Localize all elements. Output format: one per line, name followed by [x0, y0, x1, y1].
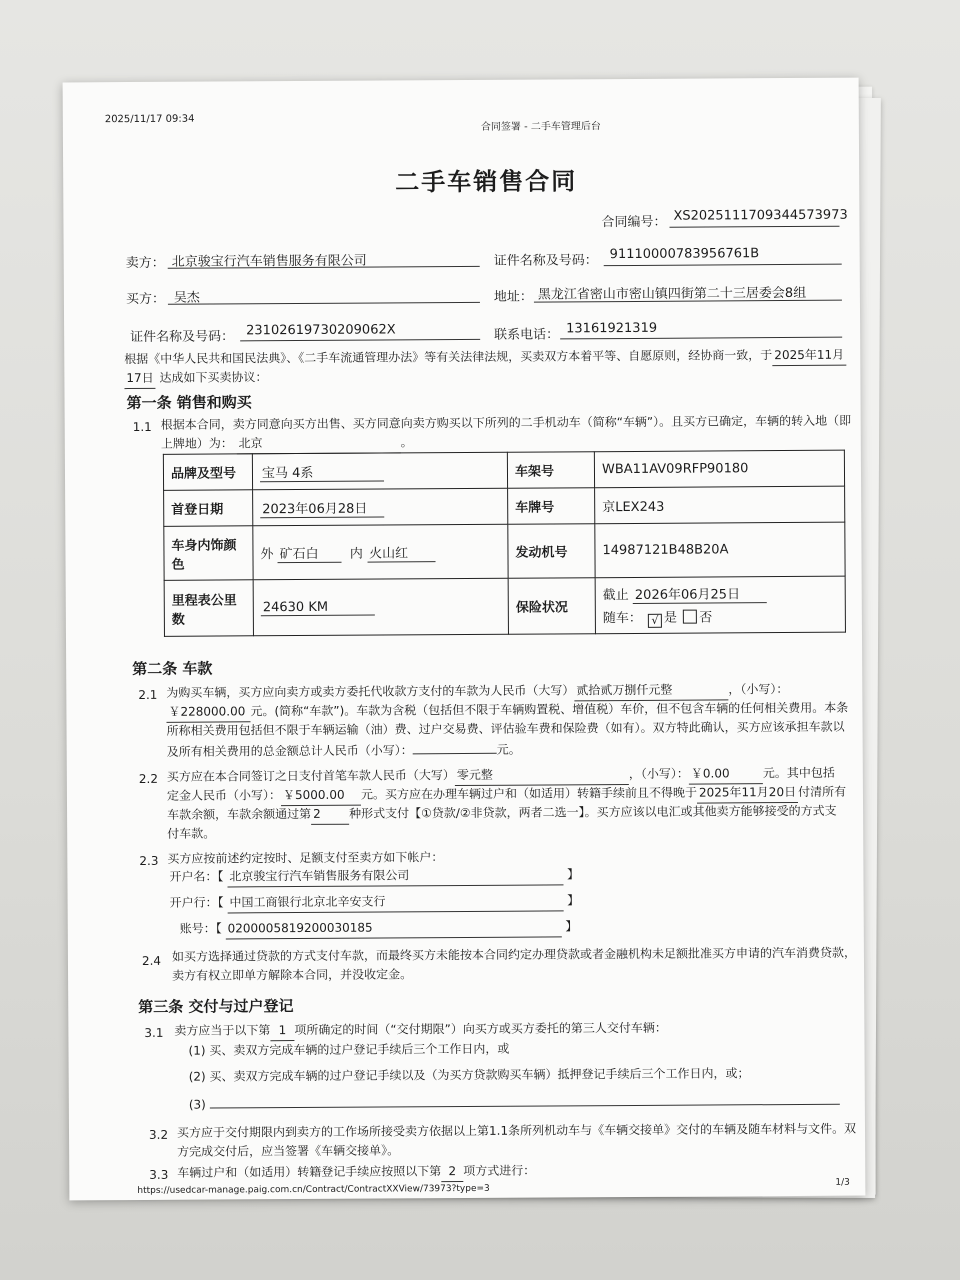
- clause-2-1-line-1: 为购买车辆，买方应向卖方或卖方委托代收款方支付的车款为人民币（大写） 贰拾贰万捌仟元整 ，（小写）：: [166, 682, 789, 700]
- clause-2-2-line-1: 买方应在本合同签订之日支付首笔车款人民币（大写） 零元整 ，（小写）： ￥0.00 元。其中包括: [167, 764, 835, 788]
- vehicle-info-table: [163, 450, 846, 637]
- account-name: 北京骏宝行汽车销售服务有限公司: [227, 865, 563, 887]
- price-upper: 贰拾贰万捌仟元整: [574, 680, 728, 701]
- buyer-name: 吴杰: [173, 290, 200, 306]
- color-label: 车身内饰颜 色: [164, 526, 253, 581]
- deposit-amount: ￥5000.00: [281, 786, 361, 806]
- brand-label: 品牌及型号: [163, 454, 252, 491]
- account-bank: 中国工商银行北京北辛安支行: [227, 891, 563, 913]
- clause-2-4-line-1: 如买方选择通过贷款的方式支付车款，而最终买方未能按本合同约定办理贷款或者金融机构未足额批准买方申请的汽车消费贷款，: [171, 945, 856, 964]
- intro-line-2: 17日 达成如下买卖协议：: [124, 368, 267, 389]
- buyer-address: 黑龙江省密山市密山镇四街第二十三居委会8组: [537, 285, 807, 303]
- contract-title: 二手车销售合同: [395, 167, 578, 197]
- payment-method-choice: 2: [311, 805, 349, 825]
- insurance-until: 2026年06月25日: [633, 583, 767, 604]
- clause-3-3-number: 3.3: [149, 1167, 169, 1182]
- clause-2-2-line-4: 付车款。: [167, 826, 216, 841]
- print-timestamp: 2025/11/17 09:34: [104, 113, 195, 126]
- clause-2-2-line-3: 车款余额，车款余额通过第 2 种形式支付【①贷款/②非贷款，两者二选一】。买方应该以电汇或其他卖方能够接受的方式支: [167, 802, 837, 826]
- article-3-heading: 第三条 交付与过户登记: [138, 997, 294, 1016]
- clause-2-1-line-4: 及所有相关费用的总金额总计人民币（小写）： 元。: [167, 739, 521, 762]
- buyer-id-underline: [240, 339, 480, 341]
- clause-3-1-line-1: 卖方应当于以下第 1 项所确定的时间（“交付期限”）向买方或买方委托的第三人交付车辆：: [174, 1019, 667, 1042]
- price-small: ￥228000.00: [166, 702, 250, 723]
- delivery-option-3-blank: [210, 1090, 840, 1109]
- first-payment-upper: 零元整: [455, 765, 629, 786]
- clause-3-3-line-1: 车辆过户和（如适用）转籍登记手续应按照以下第 2 项方式进行：: [177, 1162, 535, 1184]
- color-value: 外 矿石白 内 火山红: [253, 524, 508, 580]
- seller-id-label: 证件名称及号码：: [493, 253, 598, 269]
- with-car-no-checkbox: [683, 609, 697, 623]
- clause-2-2-number: 2.2: [138, 771, 158, 786]
- vin-value: WBA11AV09RFP90180: [594, 450, 844, 488]
- buyer-label: 买方：: [125, 291, 165, 308]
- clause-2-3-number: 2.3: [139, 853, 159, 868]
- clause-2-1-number: 2.1: [138, 687, 158, 702]
- seller-id-underline: [604, 264, 842, 266]
- transfer-option-choice: 2: [441, 1162, 463, 1182]
- destination-city: 北京: [237, 433, 401, 454]
- vin-label: 车架号: [507, 452, 594, 489]
- clause-2-4-number: 2.4: [141, 953, 162, 968]
- account-bank-row: 开户行：【 中国工商银行北京北辛安支行 】: [170, 891, 580, 914]
- contract-no: XS2025111709344573973: [673, 207, 848, 224]
- clause-3-2-number: 3.2: [148, 1127, 169, 1142]
- table-row: [164, 486, 845, 526]
- delivery-option-choice: 1: [270, 1021, 294, 1041]
- engine-value: 14987121B48B20A: [595, 522, 845, 578]
- plate-value: 京LEX243: [595, 486, 845, 524]
- table-row: [164, 576, 845, 636]
- table-row: [163, 450, 844, 490]
- print-page-heading: 合同签署 - 二手车管理后台: [480, 121, 601, 133]
- mileage-label: 里程表公里 数: [164, 580, 253, 637]
- plate-label: 车牌号: [508, 488, 595, 525]
- clause-2-2-line-2: 定金人民币（小写）： ￥5000.00 元。买方应在办理车辆过户和（如适用）转籍手续前且不得晚于 2025年11月20日 付清所有: [167, 783, 846, 807]
- account-number-row: 账号：【 0200005819200030185 】: [180, 917, 578, 939]
- delivery-option-1: (1) 买、卖双方完成车辆的过户登记手续后三个工作日内，或: [188, 1041, 510, 1058]
- mileage-value: 24630 KM: [253, 578, 508, 636]
- page-number: 1/3: [835, 1177, 850, 1188]
- clause-3-2-line-2: 方完成交付后，应当签署《车辆交接单》。: [177, 1143, 400, 1159]
- total-amount-blank: [413, 739, 497, 755]
- buyer-underline: [168, 302, 480, 305]
- insurance-value: 截止 2026年06月25日 随车： √ 是 否: [595, 576, 845, 634]
- phone-label: 联系电话：: [494, 327, 560, 343]
- seller-name: 北京骏宝行汽车销售服务有限公司: [171, 253, 367, 270]
- clause-2-1-line-3: 所称相关费用包括但不限于车辆运输（油）费、过户交易费、评估验车费和保险费（如有）。双方特此确认，买方应该承担车款以: [166, 719, 845, 738]
- seller-id: 91110000783956761B: [609, 246, 760, 263]
- buyer-id: 23102619730209062X: [246, 322, 396, 339]
- delivery-option-2: (2) 买、卖双方完成车辆的过户登记手续以及（为买方贷款购买车辆）抵押登记手续后三个工作日内，或；: [188, 1066, 750, 1084]
- with-car-yes-checkbox: √: [648, 613, 662, 627]
- buyer-phone: 13161921319: [566, 320, 658, 337]
- engine-label: 发动机号: [508, 524, 595, 579]
- clause-2-4-line-2: 卖方有权立即单方解除本合同，并没收定金。: [172, 967, 413, 983]
- brand-value: 宝马 4系: [252, 452, 507, 490]
- delivery-option-3: (3): [189, 1090, 840, 1115]
- clause-2-1-line-2: ￥228000.00 元。(简称“车款”)。车款为含税（包括但不限于车辆购置税、增值税）车价，但不包含车辆的任何相关费用。本条: [166, 699, 848, 723]
- address-label: 地址：: [493, 289, 533, 305]
- clause-1-1-number: 1.1: [132, 419, 152, 435]
- account-name-row: 开户名：【 北京骏宝行汽车销售服务有限公司 】: [169, 865, 579, 888]
- phone-underline: [560, 337, 842, 340]
- clause-1-1-line-2: 上牌地）为： 北京 。: [161, 433, 413, 455]
- article-1-heading: 第一条 销售和购买: [126, 393, 252, 413]
- payment-deadline: 2025年11月20日: [697, 783, 798, 804]
- article-2-heading: 第二条 车款: [132, 659, 213, 679]
- first-reg-value: 2023年06月28日: [253, 488, 508, 526]
- insurance-label: 保险状况: [508, 578, 595, 635]
- contract-no-underline: [669, 226, 839, 228]
- clause-3-1-number: 3.1: [144, 1025, 164, 1040]
- exterior-color: 矿石白: [278, 542, 342, 562]
- intro-date-a: 2025年11月: [772, 346, 846, 366]
- contract-no-label: 合同编号：: [601, 214, 667, 231]
- buyer-id-label: 证件名称及号码：: [130, 329, 235, 346]
- first-reg-label: 首登日期: [164, 490, 253, 527]
- contract-page: [63, 78, 866, 1201]
- table-row: [164, 522, 845, 580]
- account-number: 0200005819200030185: [226, 917, 562, 939]
- interior-color: 火山红: [367, 542, 435, 562]
- intro-date-b: 17日: [124, 369, 155, 389]
- clause-1-1-line-1: 根据本合同，卖方同意向买方出售、买方同意向卖方购买以下所列的二手机动车（简称“车辆”）。且买方已确定，车辆的转入地（即: [160, 413, 852, 432]
- seller-label: 卖方：: [125, 255, 165, 272]
- first-payment-small: ￥0.00: [689, 764, 763, 784]
- intro-line-1: 根据《中华人民共和国民法典》、《二手车流通管理办法》等有关法律法规，买卖双方本着平等、自愿原则，经协商一致，于 2025年11月: [124, 346, 846, 370]
- print-url: https://usedcar-manage.paig.com.cn/Contract/ContractXXView/73973?type=3: [137, 1183, 490, 1197]
- clause-2-3-line-1: 买方应按前述约定按时、足额支付至卖方如下帐户：: [167, 850, 444, 866]
- clause-3-2-line-1: 买方应于交付期限内到卖方的工作场所接受卖方依据以上第1.1条所列机动车与《车辆交接单》交付的车辆及随车材料与文件。双: [176, 1121, 857, 1140]
